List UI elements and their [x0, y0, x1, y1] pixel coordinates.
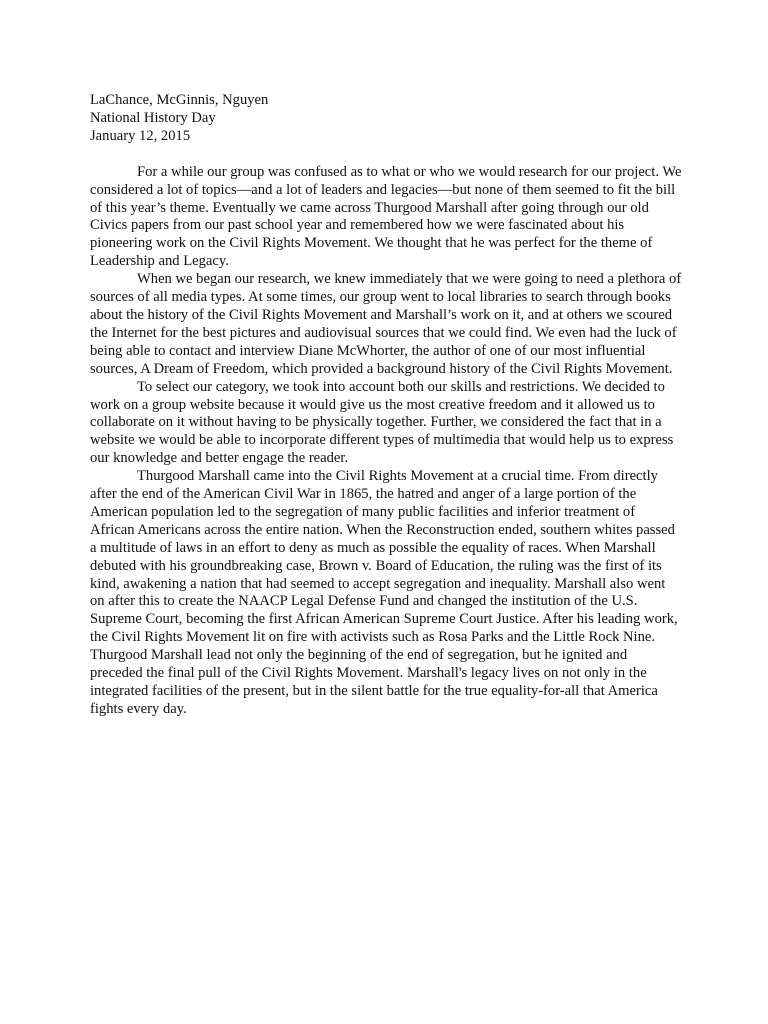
paragraph-research: When we began our research, we knew immediately that we were going to need a plethora of sources of all media types. At some times, our group went to local libraries to search through books about the history of the Civil Rights Movement and Marshall’s work on it, and at others we scoured the Internet for the best pictures and audiovisual sources that we could find. We even had the luck of being able to contact and interview Diane McWhorter, the author of one of our most influential sources, A Dream of Freedom, which provided a background history of the Civil Rights Movement. [90, 271, 682, 377]
paragraph-category: To select our category, we took into account both our skills and restrictions. We decided to work on a group website because it would give us the most creative freedom and it allowed us to collaborate on it without having to be physically together. Further, we considered the fact that in a website we would be able to incorporate different types of multimedia that would help us to express our knowledge and better engage the reader. [90, 378, 674, 467]
document-body [90, 164, 682, 719]
paragraph-topic-selection: For a while our group was confused as to what or who we would research for our project. We considered a lot of topics—and a lot of leaders and legacies—but none of them seemed to fit the bill of this year’s theme. Eventually we came across Thurgood Marshall after going through our old Civics papers from our past school year and remembered how we were fascinated about his pioneering work on the Civil Rights Movement. We thought that he was perfect for the theme of Leadership and Legacy. [90, 163, 682, 270]
event-name: National History Day [90, 109, 216, 126]
document-date: January 12, 2015 [90, 127, 191, 144]
header-spacer [90, 146, 682, 164]
paragraph-marshall-history: Thurgood Marshall came into the Civil Rights Movement at a crucial time. From directly after the end of the American Civil War in 1865, the hatred and anger of a large portion of the American population led to the segregation of many public facilities and inferior treatment of African Americans across the entire nation. When the Reconstruction ended, southern whites passed a multitude of laws in an effort to deny as much as possible the equality of races. When Marshall debuted with his groundbreaking case, Brown v. Board of Education, the ruling was the first of its kind, awakening a nation that had seemed to accept segregation and inequality. Marshall also went on after this to create the NAACP Legal Defense Fund and changed the institution of the U.S. Supreme Court, becoming the first African American Supreme Court Justice. After his leading work, the Civil Rights Movement lit on fire with activists such as Rosa Parks and the Little Rock Nine. Thurgood Marshall lead not only the beginning of the end of segregation, but he ignited and preceded the final pull of the Civil Rights Movement. Marshall's legacy lives on not only in the integrated facilities of the present, but in the silent battle for the true equality-for-all that America fights every day. [90, 468, 678, 717]
document-page [90, 92, 682, 719]
author-names: LaChance, McGinnis, Nguyen [90, 92, 269, 108]
document-header [90, 92, 682, 146]
